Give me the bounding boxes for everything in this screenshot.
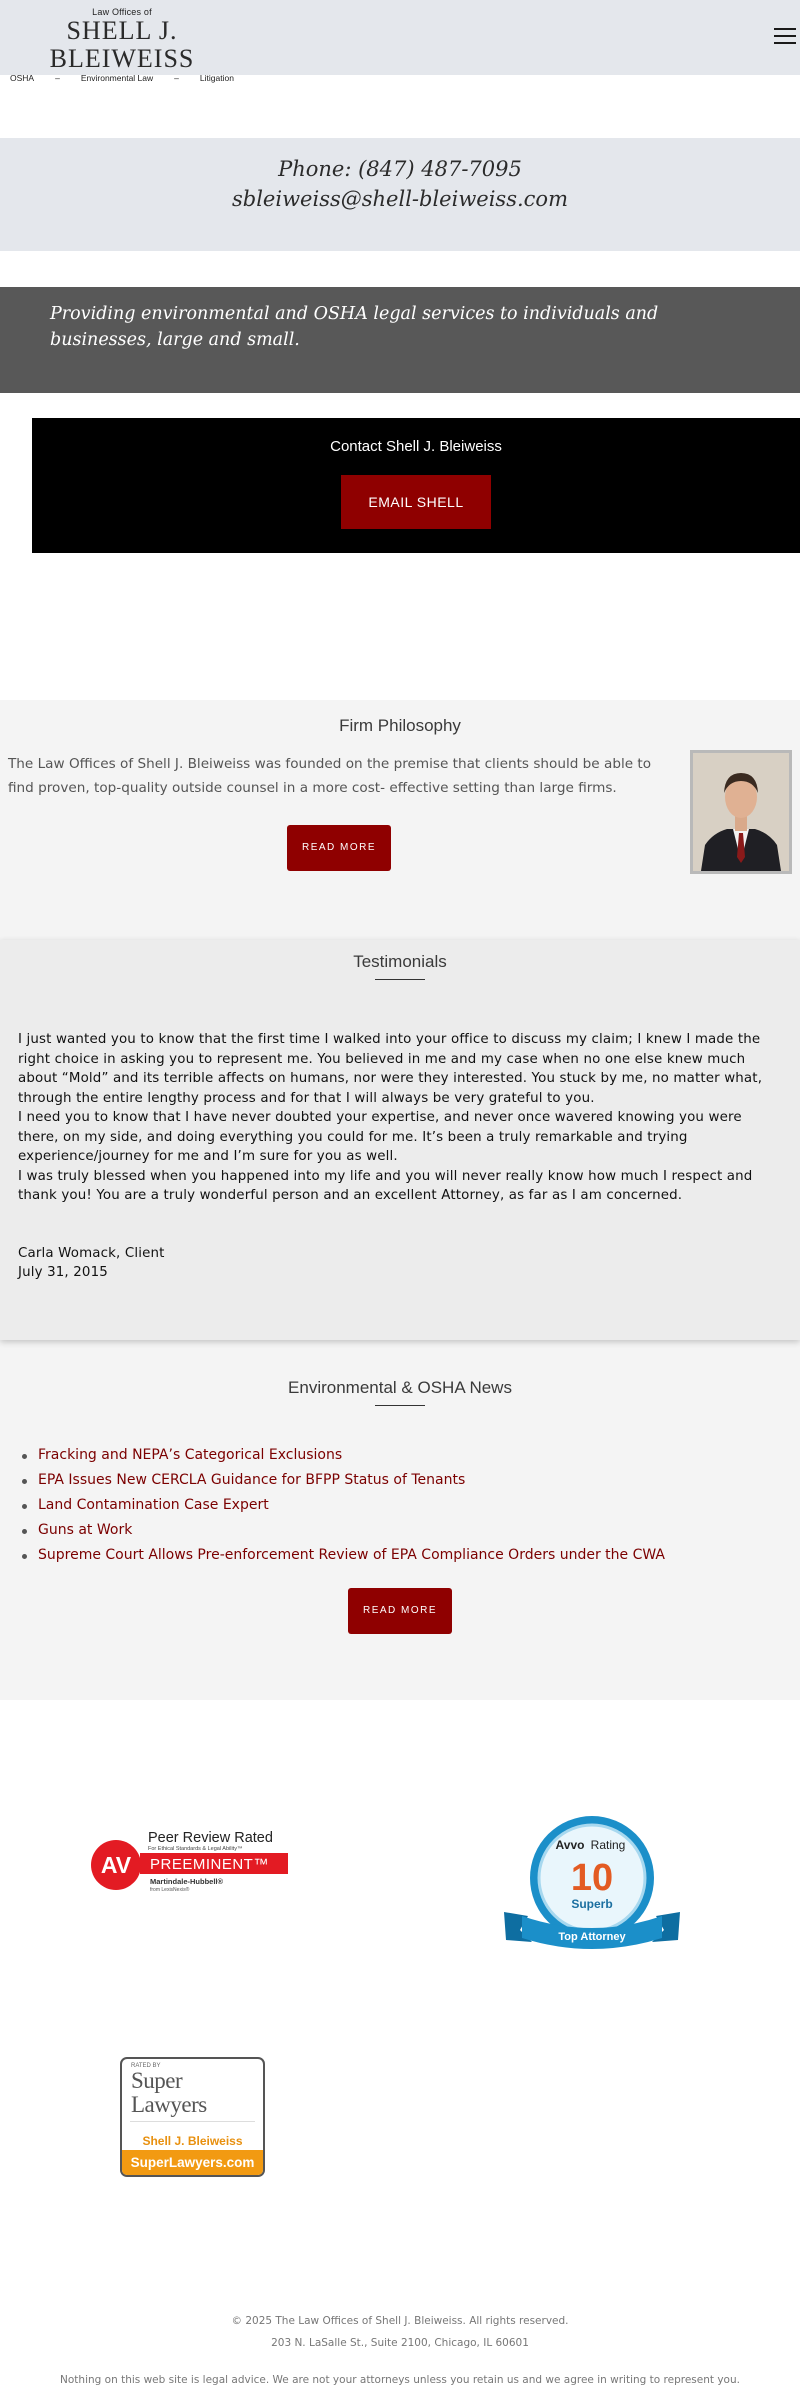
site-logo[interactable] [8,7,236,83]
contact-band [0,138,800,251]
av-preeminent-badge[interactable] [90,1825,290,1900]
hamburger-menu-icon[interactable] [774,28,796,44]
firm-philosophy-section [0,700,800,940]
avvo-word: Superb [571,1897,613,1911]
practice-area-separator: – [174,73,179,83]
news-link[interactable]: Supreme Court Allows Pre-enforcement Review of EPA Compliance Orders under the CWA [38,1543,800,1568]
testimonials-title: Testimonials [353,952,447,971]
badges-section [0,1700,800,2310]
av-brand: Martindale-Hubbell® [150,1877,224,1886]
email-shell-button[interactable]: EMAIL SHELL [341,475,491,529]
philosophy-text: The Law Offices of Shell J. Bleiweiss was founded on the premise that clients should be able to find proven, top-quality outside counsel in a more cost- effective setting than large firms. [8,756,652,796]
tagline-text: Providing environmental and OSHA legal services to individuals and businesses, large and small. [50,304,659,350]
practice-area-environmental: Environmental Law [80,73,154,83]
avvo-brand: Avvo [555,1838,585,1852]
testimonials-section [0,940,800,1340]
av-line2: For Ethical Standards & Legal Ability™ [148,1846,243,1852]
email-address[interactable]: sbleiweiss@shell-bleiweiss.com [232,187,568,211]
news-link[interactable]: Land Contamination Case Expert [38,1493,800,1518]
testimonial-date: July 31, 2015 [18,1265,108,1280]
practice-area-separator: – [55,73,60,83]
copyright-text: © 2025 The Law Offices of Shell J. Bleiweiss. All rights reserved. [231,2315,569,2327]
news-title: Environmental & OSHA News [288,1378,512,1397]
avvo-label: Rating [590,1838,626,1852]
avvo-rating-badge[interactable] [500,1812,684,1958]
practice-area-litigation: Litigation [199,73,234,83]
av-level: PREEMINENT™ [150,1856,269,1873]
testimonial-attribution [18,1244,800,1283]
site-footer [0,2310,800,2386]
news-link[interactable]: Fracking and NEPA’s Categorical Exclusions [38,1443,800,1468]
super-lawyers-person: Shell J. Bleiweiss [142,2134,243,2148]
attorney-photo [690,750,792,874]
legal-disclaimer: Nothing on this web site is legal advice. We are not your attorneys unless you retain us and we agree in writing to represent you. [60,2374,740,2386]
philosophy-title: Firm Philosophy [339,716,461,735]
testimonial-paragraph: I just wanted you to know that the first time I walked into your office to discuss my claim; I knew I made the right choice in asking you to represent me. You believed in me and my case when no one else knew much about “Mold” and its terrible affects on humans, nor were they interested. You stuck by me, no matter what, through the entire lengthy process and for that I will always be very grateful to you. [18,1032,763,1106]
testimonial-paragraph: I was truly blessed when you happened into my life and you will never really know how much I respect and thank you! You are a truly wonderful person and an excellent Attorney, as far as I am concerned. [18,1168,753,1203]
super-lawyers-wordmark: Super Lawyers [131,2068,207,2117]
av-from: from LexisNexis® [150,1887,190,1893]
news-link[interactable]: EPA Issues New CERCLA Guidance for BFPP Status of Tenants [38,1468,800,1493]
testimonial-author: Carla Womack, Client [18,1245,165,1261]
news-section [0,1340,800,1700]
tagline-band [0,287,800,393]
practice-areas [8,73,236,83]
av-mark: AV [100,1852,132,1878]
practice-area-osha: OSHA [10,73,35,83]
testimonial-quote [18,1030,770,1206]
title-divider [375,1405,425,1406]
logo-pretitle: Law Offices of [92,7,152,17]
news-list [38,1443,800,1568]
av-line1: Peer Review Rated [148,1830,273,1846]
cta-title: Contact Shell J. Bleiweiss [330,438,502,455]
super-lawyers-badge[interactable] [120,2057,265,2177]
news-read-more-button[interactable]: READ MORE [348,1588,452,1634]
site-header [0,0,800,83]
super-lawyers-site: SuperLawyers.com [122,2150,263,2175]
news-link[interactable]: Guns at Work [38,1518,800,1543]
super-lawyers-rated-by: RATED BY [131,2063,161,2069]
title-divider [375,979,425,980]
logo-name: SHELL J. BLEIWEISS [49,16,195,73]
testimonial-paragraph: I need you to know that I have never doubted your expertise, and never once wavered knowing you were there, on my side, and doing everything you could for me. It’s been a truly remarkable and trying experience/journey for me and I’m sure for you as well. [18,1110,742,1164]
footer-address: 203 N. LaSalle St., Suite 2100, Chicago, IL 60601 [271,2337,529,2349]
contact-cta [32,418,800,553]
philosophy-read-more-button[interactable]: READ MORE [287,825,391,871]
phone-number[interactable]: Phone: (847) 487-7095 [278,157,522,181]
avvo-score: 10 [570,1857,614,1899]
avvo-ribbon: Top Attorney [558,1931,626,1943]
